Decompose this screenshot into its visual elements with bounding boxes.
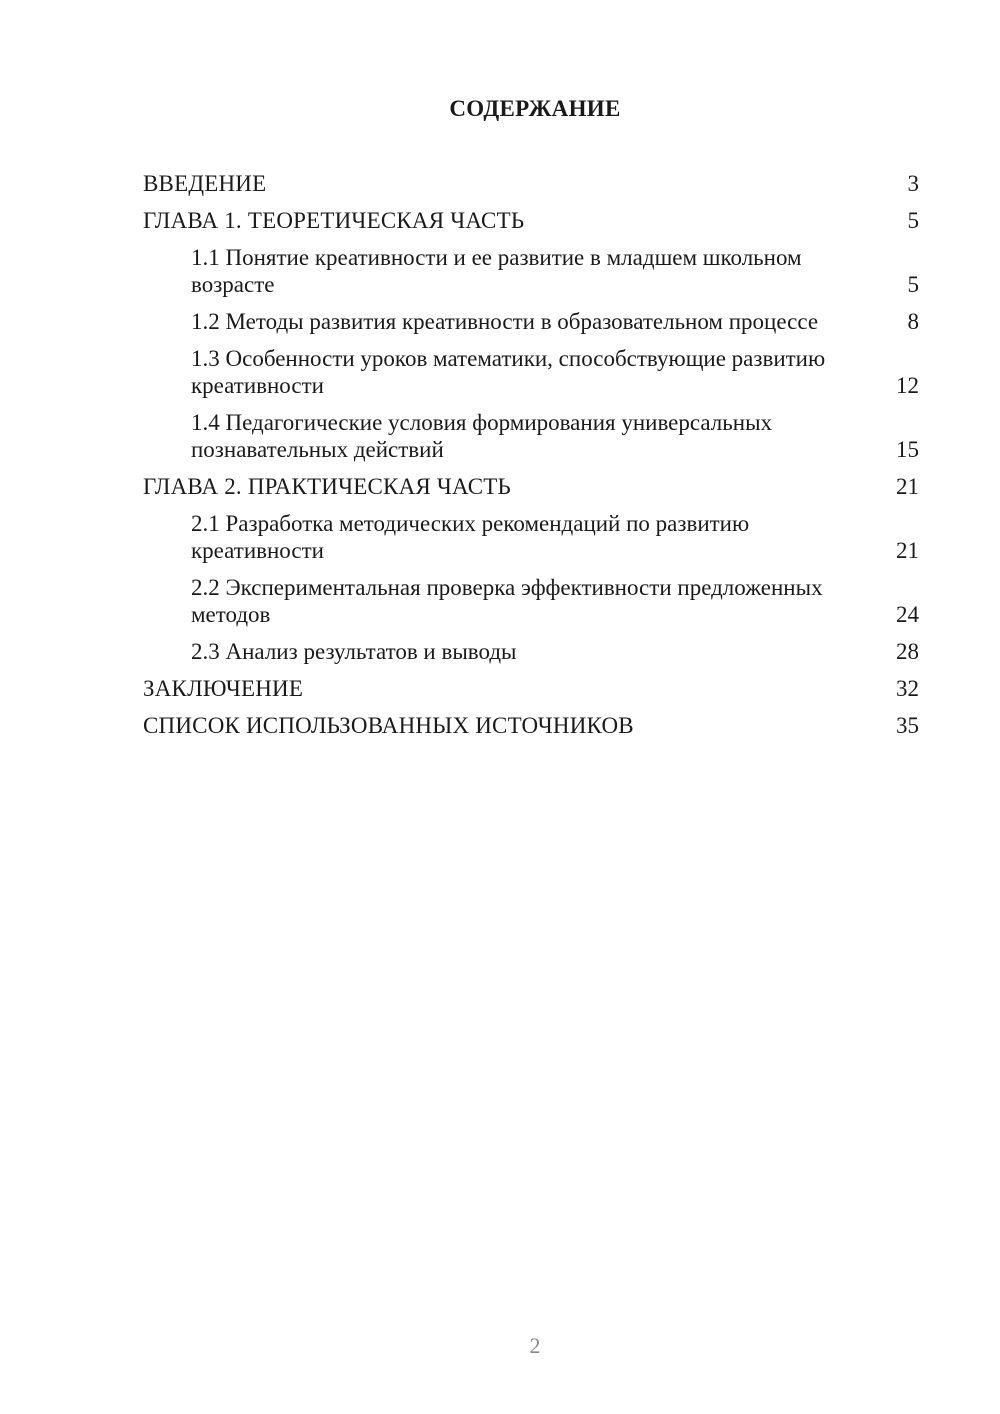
toc-entry-page: 21 (896, 538, 919, 563)
toc-entry-page: 5 (907, 272, 919, 297)
toc-entry-section-2-3[interactable] (143, 638, 919, 665)
toc-entry-section-1-2[interactable] (143, 308, 919, 335)
toc-entry-page: 35 (896, 713, 919, 738)
toc-entry-label: 1.1 Понятие креативности и ее развитие в младшем школьном возрасте (191, 245, 802, 297)
toc-entry-label: 1.2 Методы развития креативности в образовательном процессе (191, 309, 819, 334)
toc-entry-label: 2.1 Разработка методических рекомендаций по развитию креативности (191, 511, 750, 563)
toc-entry-page: 32 (896, 676, 919, 701)
toc-entry-page: 28 (896, 639, 919, 664)
toc-entry-page: 3 (907, 171, 919, 196)
toc-entry-section-2-2[interactable] (143, 574, 919, 628)
toc-entry-label: ГЛАВА 1. ТЕОРЕТИЧЕСКАЯ ЧАСТЬ (143, 208, 525, 233)
toc-title: СОДЕРЖАНИЕ (449, 96, 621, 121)
toc-entry-section-1-4[interactable] (143, 409, 919, 463)
toc-entry-page: 12 (896, 373, 919, 398)
toc-entry-introduction[interactable] (143, 170, 919, 197)
toc-entry-chapter-1[interactable] (143, 207, 919, 234)
toc-entry-conclusion[interactable] (143, 675, 919, 702)
toc-entry-label: СПИСОК ИСПОЛЬЗОВАННЫХ ИСТОЧНИКОВ (143, 713, 634, 738)
toc-entry-page: 15 (896, 437, 919, 462)
toc-entry-label: 2.2 Экспериментальная проверка эффективности предложенных методов (191, 575, 823, 627)
toc-entry-section-1-1[interactable] (143, 244, 919, 298)
toc-entry-label: 1.3 Особенности уроков математики, способствующие развитию креативности (191, 346, 826, 398)
toc-entry-label: ВВЕДЕНИЕ (143, 171, 267, 196)
toc-entry-page: 21 (896, 474, 919, 499)
toc-entry-label: 2.3 Анализ результатов и выводы (191, 639, 517, 664)
toc-entry-page: 8 (907, 309, 919, 334)
page-number: 2 (529, 1333, 541, 1358)
toc-entry-page: 5 (907, 208, 919, 233)
toc-entry-label: ЗАКЛЮЧЕНИЕ (143, 676, 304, 701)
toc-entry-label: 1.4 Педагогические условия формирования универсальных познавательных действий (191, 410, 773, 462)
toc-entry-references[interactable] (143, 712, 919, 739)
toc-entry-section-1-3[interactable] (143, 345, 919, 399)
toc-entry-label: ГЛАВА 2. ПРАКТИЧЕСКАЯ ЧАСТЬ (143, 474, 511, 499)
toc-entry-section-2-1[interactable] (143, 510, 919, 564)
toc-entry-chapter-2[interactable] (143, 473, 919, 500)
toc-entry-page: 24 (896, 602, 919, 627)
table-of-contents (143, 170, 919, 749)
